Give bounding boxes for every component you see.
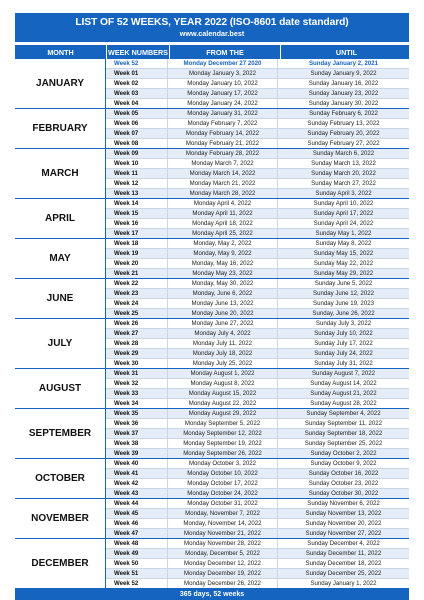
- table-row: [106, 439, 409, 449]
- week-number-cell: Week 21: [106, 269, 168, 278]
- week-number-cell: Week 17: [106, 229, 168, 238]
- from-date-cell: Monday November 21, 2022: [168, 529, 278, 538]
- from-date-cell: Monday, November 14, 2022: [168, 519, 278, 528]
- until-date-cell: Sunday June 12, 2022: [313, 290, 374, 297]
- table-row: [106, 499, 409, 509]
- week-number-cell: Week 15: [106, 209, 168, 218]
- month-group: [15, 459, 409, 499]
- from-date-cell: Monday August 8, 2022: [168, 379, 278, 388]
- until-date-cell: Sunday December 18, 2022: [305, 560, 382, 567]
- week-number-cell: Week 02: [106, 79, 168, 88]
- table-row: [106, 129, 409, 139]
- from-date-cell: Monday April 4, 2022: [168, 199, 278, 208]
- until-date-cell: Sunday November 27, 2022: [305, 530, 382, 537]
- week-number-cell: Week 04: [106, 99, 168, 108]
- table-row: [106, 529, 409, 538]
- until-date-cell: Sunday December 25, 2022: [305, 570, 382, 577]
- from-date-cell: Monday February 21, 2022: [168, 139, 278, 148]
- from-date-cell: Monday September 5, 2022: [168, 419, 278, 428]
- from-date-cell: Monday April 18, 2022: [168, 219, 278, 228]
- until-date-cell: Sunday May 1, 2022: [315, 230, 372, 237]
- table-footer: 365 days, 52 weeks: [15, 589, 409, 600]
- from-date-cell: Monday October 31, 2022: [168, 499, 278, 508]
- from-date-cell: Monday July 18, 2022: [168, 349, 278, 358]
- month-label: FEBRUARY: [15, 109, 106, 148]
- week-number-cell: Week 23: [106, 289, 168, 298]
- week-rows: [106, 499, 409, 538]
- table-row: [106, 229, 409, 238]
- table-row: [106, 549, 409, 559]
- calendar-sheet: [15, 13, 409, 600]
- from-date-cell: Monday May 23, 2022: [168, 269, 278, 278]
- week-number-cell: Week 03: [106, 89, 168, 98]
- week-number-cell: Week 33: [106, 389, 168, 398]
- table-header: [15, 45, 409, 59]
- table-row: [106, 519, 409, 529]
- table-row: [106, 569, 409, 579]
- week-number-cell: Week 27: [106, 329, 168, 338]
- from-date-cell: Monday March 14, 2022: [168, 169, 278, 178]
- table-row: [106, 59, 409, 69]
- table-row: [106, 369, 409, 379]
- week-rows: [106, 459, 409, 498]
- until-date-cell: Sunday July 17, 2022: [314, 340, 373, 347]
- until-date-cell: Sunday August 28, 2022: [310, 400, 377, 407]
- from-date-cell: Monday April 25, 2022: [168, 229, 278, 238]
- from-date-cell: Monday March 28, 2022: [168, 189, 278, 198]
- from-date-cell: Monday October 17, 2022: [168, 479, 278, 488]
- until-date-cell: Sunday October 9, 2022: [310, 460, 377, 467]
- from-date-cell: Monday December 27 2020: [168, 59, 278, 68]
- from-date-cell: Monday April 11, 2022: [168, 209, 278, 218]
- until-date-cell: Sunday January 1, 2022: [310, 580, 377, 587]
- table-row: [106, 79, 409, 89]
- week-number-cell: Week 29: [106, 349, 168, 358]
- table-row: [106, 289, 409, 299]
- month-label: JUNE: [15, 279, 106, 318]
- month-group: [15, 369, 409, 409]
- month-label: OCTOBER: [15, 459, 106, 498]
- month-label: MAY: [15, 239, 106, 278]
- title-banner: [15, 13, 409, 42]
- table-row: [106, 509, 409, 519]
- week-number-cell: Week 51: [106, 569, 168, 578]
- week-rows: [106, 539, 409, 588]
- from-date-cell: Monday, May 9, 2022: [168, 249, 278, 258]
- table-row: [106, 99, 409, 108]
- table-row: [106, 199, 409, 209]
- until-date-cell: Sunday July 31, 2022: [314, 360, 373, 367]
- until-date-cell: Sunday July 24, 2022: [314, 350, 373, 357]
- from-date-cell: Monday October 24, 2022: [168, 489, 278, 498]
- table-row: [106, 329, 409, 339]
- until-date-cell: Sunday August 7, 2022: [311, 370, 376, 377]
- week-number-cell: Week 25: [106, 309, 168, 318]
- from-date-cell: Monday March 21, 2022: [168, 179, 278, 188]
- until-date-cell: Sunday February 6, 2022: [309, 110, 378, 117]
- month-label: DECEMBER: [15, 539, 106, 588]
- month-group: [15, 59, 409, 109]
- table-row: [106, 489, 409, 498]
- from-date-cell: Monday December 19, 2022: [168, 569, 278, 578]
- until-date-cell: Sunday, June 26, 2022: [312, 310, 375, 317]
- weeks-table: [15, 59, 409, 589]
- from-date-cell: Monday July 4, 2022: [168, 329, 278, 338]
- table-row: [106, 389, 409, 399]
- until-date-cell: Sunday August 21, 2022: [310, 390, 377, 397]
- week-number-cell: Week 39: [106, 449, 168, 458]
- until-date-cell: Sunday January 2, 2021: [308, 60, 379, 67]
- from-date-cell: Monday December 26, 2022: [168, 579, 278, 588]
- until-date-cell: Sunday February 27, 2022: [307, 140, 380, 147]
- from-date-cell: Monday October 10, 2022: [168, 469, 278, 478]
- week-number-cell: Week 16: [106, 219, 168, 228]
- week-number-cell: Week 26: [106, 319, 168, 328]
- until-date-cell: Sunday October 30, 2022: [308, 490, 379, 497]
- table-row: [106, 539, 409, 549]
- website-link[interactable]: www.calendar.best: [179, 29, 245, 38]
- week-number-cell: Week 12: [106, 179, 168, 188]
- until-date-cell: Sunday September 4, 2022: [306, 410, 381, 417]
- from-date-cell: Monday March 7, 2022: [168, 159, 278, 168]
- from-date-cell: Monday August 1, 2022: [168, 369, 278, 378]
- table-row: [106, 179, 409, 189]
- week-number-cell: Week 50: [106, 559, 168, 568]
- table-row: [106, 219, 409, 229]
- week-number-cell: Week 09: [106, 149, 168, 158]
- from-date-cell: Monday February 28, 2022: [168, 149, 278, 158]
- week-number-cell: Week 44: [106, 499, 168, 508]
- until-date-cell: Sunday April 24, 2022: [313, 220, 374, 227]
- week-number-cell: Week 46: [106, 519, 168, 528]
- table-row: [106, 259, 409, 269]
- from-date-cell: Monday, May 2, 2022: [168, 239, 278, 248]
- month-group: [15, 319, 409, 369]
- table-row: [106, 379, 409, 389]
- month-label: AUGUST: [15, 369, 106, 408]
- month-group: [15, 149, 409, 199]
- table-row: [106, 359, 409, 368]
- week-rows: [106, 199, 409, 238]
- until-date-cell: Sunday October 2, 2022: [310, 450, 377, 457]
- until-date-cell: Sunday December 4, 2022: [307, 540, 380, 547]
- week-number-cell: Week 06: [106, 119, 168, 128]
- month-group: [15, 279, 409, 319]
- from-date-cell: Monday, June 6, 2022: [168, 289, 278, 298]
- until-date-cell: Sunday December 11, 2022: [305, 550, 382, 557]
- until-date-cell: Sunday May 22, 2022: [313, 260, 374, 267]
- table-row: [106, 69, 409, 79]
- week-number-cell: Week 45: [106, 509, 168, 518]
- table-row: [106, 339, 409, 349]
- until-date-cell: Sunday November 13, 2022: [305, 510, 382, 517]
- week-number-cell: Week 48: [106, 539, 168, 548]
- table-row: [106, 169, 409, 179]
- from-date-cell: Monday January 24, 2022: [168, 99, 278, 108]
- week-number-cell: Week 41: [106, 469, 168, 478]
- from-date-cell: Monday November 28, 2022: [168, 539, 278, 548]
- from-date-cell: Monday September 19, 2022: [168, 439, 278, 448]
- month-label: JANUARY: [15, 59, 106, 108]
- month-label: SEPTEMBER: [15, 409, 106, 458]
- month-label: NOVEMBER: [15, 499, 106, 538]
- from-date-cell: Monday July 11, 2022: [168, 339, 278, 348]
- until-date-cell: Sunday August 14, 2022: [310, 380, 377, 387]
- until-date-cell: Sunday March 20, 2022: [311, 170, 376, 177]
- month-group: [15, 109, 409, 149]
- until-date-cell: Sunday January 30, 2022: [308, 100, 379, 107]
- week-rows: [106, 59, 409, 108]
- week-rows: [106, 239, 409, 278]
- until-date-cell: Sunday April 3, 2022: [315, 190, 372, 197]
- until-date-cell: Sunday May 15, 2022: [313, 250, 374, 257]
- table-row: [106, 209, 409, 219]
- until-date-cell: Sunday September 11, 2022: [304, 420, 383, 427]
- week-number-cell: Week 13: [106, 189, 168, 198]
- table-row: [106, 579, 409, 588]
- month-group: [15, 199, 409, 239]
- table-row: [106, 159, 409, 169]
- week-number-cell: Week 52: [106, 579, 168, 588]
- week-number-cell: Week 19: [106, 249, 168, 258]
- from-date-cell: Monday, May 30, 2022: [168, 279, 278, 288]
- table-row: [106, 319, 409, 329]
- month-group: [15, 239, 409, 279]
- week-number-cell: Week 28: [106, 339, 168, 348]
- until-date-cell: Sunday May 8, 2022: [315, 240, 372, 247]
- table-row: [106, 249, 409, 259]
- from-date-cell: Monday February 14, 2022: [168, 129, 278, 138]
- table-row: [106, 409, 409, 419]
- week-number-cell: Week 20: [106, 259, 168, 268]
- column-header-until: UNTIL: [335, 47, 358, 57]
- from-date-cell: Monday, November 7, 2022: [168, 509, 278, 518]
- until-date-cell: Sunday October 16, 2022: [308, 470, 379, 477]
- until-date-cell: Sunday April 17, 2022: [313, 210, 374, 217]
- table-row: [106, 479, 409, 489]
- month-group: [15, 539, 409, 589]
- week-number-cell: Week 52: [106, 59, 168, 68]
- from-date-cell: Monday October 3, 2022: [168, 459, 278, 468]
- until-date-cell: Sunday May 29, 2022: [313, 270, 374, 277]
- table-row: [106, 429, 409, 439]
- column-header-from: FROM THE: [170, 45, 281, 59]
- until-date-cell: Sunday June 5, 2022: [314, 280, 373, 287]
- until-date-cell: Sunday March 27, 2022: [311, 180, 376, 187]
- until-date-cell: Sunday March 6, 2022: [312, 150, 375, 157]
- column-header-week-numbers: WEEK NUMBERS: [107, 45, 170, 59]
- column-header-month: MONTH: [15, 45, 107, 59]
- until-date-cell: Sunday April 10, 2022: [313, 200, 374, 207]
- from-date-cell: Monday September 26, 2022: [168, 449, 278, 458]
- from-date-cell: Monday September 12, 2022: [168, 429, 278, 438]
- until-date-cell: Sunday February 20, 2022: [307, 130, 380, 137]
- table-row: [106, 459, 409, 469]
- week-number-cell: Week 49: [106, 549, 168, 558]
- from-date-cell: Monday August 29, 2022: [168, 409, 278, 418]
- table-row: [106, 189, 409, 198]
- week-number-cell: Week 07: [106, 129, 168, 138]
- until-date-cell: Sunday March 13, 2022: [311, 160, 376, 167]
- week-rows: [106, 109, 409, 148]
- week-number-cell: Week 35: [106, 409, 168, 418]
- week-number-cell: Week 32: [106, 379, 168, 388]
- from-date-cell: Monday February 7, 2022: [168, 119, 278, 128]
- from-date-cell: Monday January 31, 2022: [168, 109, 278, 118]
- from-date-cell: Monday, May 16, 2022: [168, 259, 278, 268]
- week-number-cell: Week 40: [106, 459, 168, 468]
- week-number-cell: Week 43: [106, 489, 168, 498]
- week-number-cell: Week 34: [106, 399, 168, 408]
- table-row: [106, 109, 409, 119]
- month-label: JULY: [15, 319, 106, 368]
- table-row: [106, 269, 409, 278]
- from-date-cell: Monday June 13, 2022: [168, 299, 278, 308]
- from-date-cell: Monday January 3, 2022: [168, 69, 278, 78]
- week-number-cell: Week 37: [106, 429, 168, 438]
- table-row: [106, 349, 409, 359]
- table-row: [106, 139, 409, 148]
- week-number-cell: Week 11: [106, 169, 168, 178]
- from-date-cell: Monday January 10, 2022: [168, 79, 278, 88]
- table-row: [106, 399, 409, 408]
- until-date-cell: Sunday July 3, 2022: [315, 320, 372, 327]
- week-number-cell: Week 42: [106, 479, 168, 488]
- week-rows: [106, 409, 409, 458]
- week-number-cell: Week 36: [106, 419, 168, 428]
- from-date-cell: Monday June 20, 2022: [168, 309, 278, 318]
- until-date-cell: Sunday July 10, 2022: [314, 330, 373, 337]
- month-group: [15, 499, 409, 539]
- week-number-cell: Week 24: [106, 299, 168, 308]
- week-number-cell: Week 10: [106, 159, 168, 168]
- week-number-cell: Week 38: [106, 439, 168, 448]
- table-row: [106, 89, 409, 99]
- until-date-cell: Sunday September 18, 2022: [304, 430, 383, 437]
- week-rows: [106, 149, 409, 198]
- from-date-cell: Monday December 12, 2022: [168, 559, 278, 568]
- week-number-cell: Week 14: [106, 199, 168, 208]
- week-number-cell: Week 01: [106, 69, 168, 78]
- week-number-cell: Week 22: [106, 279, 168, 288]
- until-date-cell: Sunday February 13, 2022: [307, 120, 380, 127]
- table-row: [106, 309, 409, 318]
- table-row: [106, 239, 409, 249]
- from-date-cell: Monday August 15, 2022: [168, 389, 278, 398]
- week-number-cell: Week 31: [106, 369, 168, 378]
- until-date-cell: Sunday January 16, 2022: [308, 80, 379, 87]
- until-date-cell: Sunday November 6, 2022: [307, 500, 380, 507]
- table-row: [106, 469, 409, 479]
- week-number-cell: Week 47: [106, 529, 168, 538]
- from-date-cell: Monday August 22, 2022: [168, 399, 278, 408]
- week-rows: [106, 369, 409, 408]
- table-row: [106, 279, 409, 289]
- month-label: APRIL: [15, 199, 106, 238]
- week-rows: [106, 279, 409, 318]
- week-rows: [106, 319, 409, 368]
- page-title: LIST OF 52 WEEKS, YEAR 2022 (ISO-8601 date standard): [75, 17, 349, 28]
- table-row: [106, 149, 409, 159]
- from-date-cell: Monday June 27, 2022: [168, 319, 278, 328]
- table-row: [106, 449, 409, 458]
- week-number-cell: Week 18: [106, 239, 168, 248]
- month-label: MARCH: [15, 149, 106, 198]
- until-date-cell: Sunday January 9, 2022: [310, 70, 377, 77]
- from-date-cell: Monday July 25, 2022: [168, 359, 278, 368]
- until-date-cell: Sunday September 25, 2022: [304, 440, 383, 447]
- week-number-cell: Week 08: [106, 139, 168, 148]
- week-number-cell: Week 05: [106, 109, 168, 118]
- month-group: [15, 409, 409, 459]
- table-row: [106, 559, 409, 569]
- from-date-cell: Monday, December 5, 2022: [168, 549, 278, 558]
- until-date-cell: Sunday November 20, 2022: [305, 520, 382, 527]
- table-row: [106, 119, 409, 129]
- until-date-cell: Sunday January 23, 2022: [308, 90, 379, 97]
- week-number-cell: Week 30: [106, 359, 168, 368]
- table-row: [106, 419, 409, 429]
- table-row: [106, 299, 409, 309]
- from-date-cell: Monday January 17, 2022: [168, 89, 278, 98]
- until-date-cell: Sunday October 23, 2022: [308, 480, 379, 487]
- until-date-cell: Sunday June 19, 2023: [313, 300, 374, 307]
